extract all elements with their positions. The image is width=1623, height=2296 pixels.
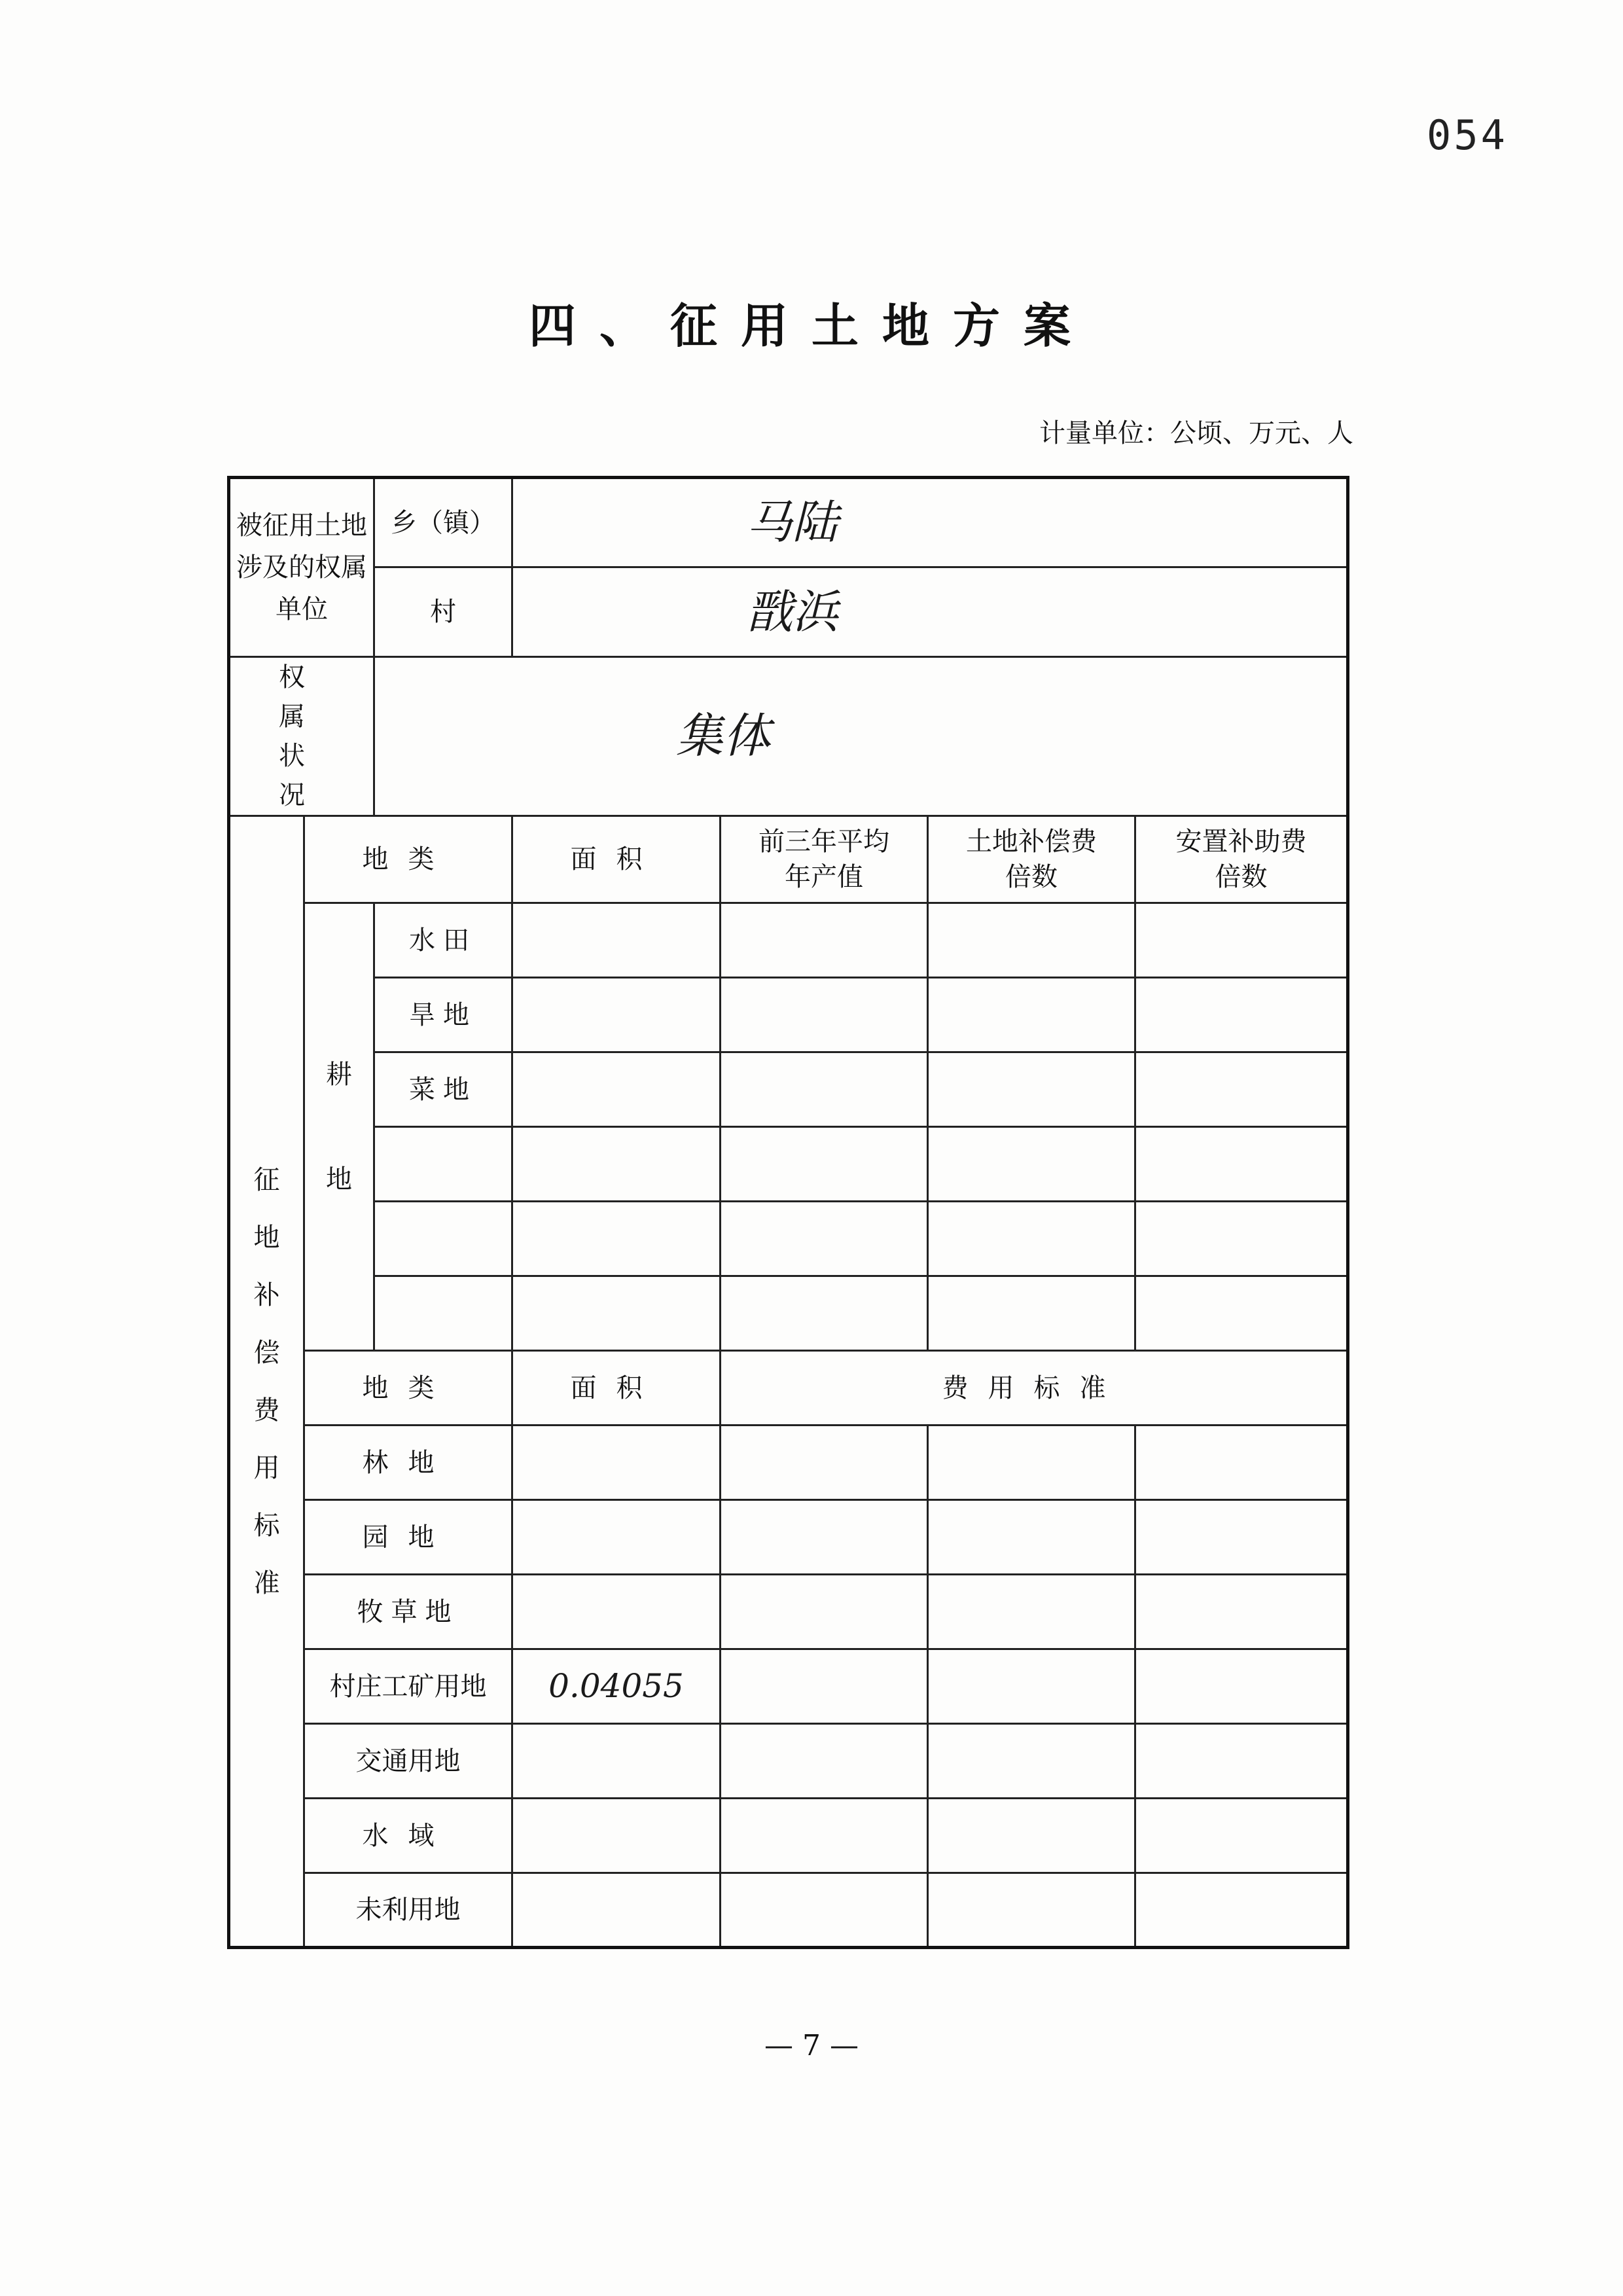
- page-title: 四、征用土地方案: [528, 298, 1094, 353]
- header2-fee-standard: 费用标准: [721, 1351, 1348, 1426]
- land-type-cell: 水田: [374, 903, 512, 978]
- land-type-cell: [374, 1202, 512, 1276]
- header2-land-type: 地类: [304, 1351, 512, 1426]
- section-label: 征地补偿费用标准: [229, 816, 304, 1948]
- table-row: [229, 1500, 1348, 1575]
- land-type-cell: 水域: [304, 1799, 512, 1873]
- table-row: [229, 1202, 1348, 1276]
- land-type-cell: 林地: [304, 1426, 512, 1500]
- table-row: [229, 903, 1348, 978]
- table-row: [229, 1426, 1348, 1500]
- area-cell: [512, 1799, 721, 1873]
- land-type-cell: 交通用地: [304, 1724, 512, 1799]
- land-type-cell: 园地: [304, 1500, 512, 1575]
- header-area: 面积: [512, 816, 721, 903]
- ownership-status-value: 集体: [374, 657, 1348, 816]
- header-land-type: 地类: [304, 816, 512, 903]
- header2-area: 面积: [512, 1351, 721, 1426]
- table-row: [229, 1649, 1348, 1724]
- area-cell: [512, 1500, 721, 1575]
- page-footer: — 7 —: [764, 2029, 859, 2062]
- table-row: [229, 1575, 1348, 1649]
- table-row: [229, 1724, 1348, 1799]
- ownership-unit-label: 被征用土地涉及的权属单位: [229, 478, 374, 657]
- land-type-cell: 未利用地: [304, 1873, 512, 1948]
- table-row: [229, 1127, 1348, 1202]
- unit-note: 计量单位：公顷、万元、人: [1039, 418, 1353, 448]
- village-label: 村: [374, 567, 512, 657]
- area-cell: 0.04055: [512, 1649, 721, 1724]
- land-type-cell: 村庄工矿用地: [304, 1649, 512, 1724]
- township-label: 乡（镇）: [374, 478, 512, 567]
- township-value: 马陆: [512, 478, 1348, 567]
- table-row: [229, 1799, 1348, 1873]
- area-cell: [512, 1426, 721, 1500]
- land-type-cell: 旱地: [374, 978, 512, 1052]
- header-resettle-multiple: 安置补助费倍数: [1135, 816, 1348, 903]
- land-type-cell: [374, 1276, 512, 1351]
- cultivated-group-label: 耕地: [304, 903, 374, 1351]
- table-row: [229, 1873, 1348, 1948]
- area-cell: [512, 1724, 721, 1799]
- header-land-comp-multiple: 土地补偿费倍数: [928, 816, 1135, 903]
- land-type-cell: 牧草地: [304, 1575, 512, 1649]
- land-type-cell: [374, 1127, 512, 1202]
- land-type-cell: 菜地: [374, 1052, 512, 1127]
- table-row: [229, 1052, 1348, 1127]
- page-number-stamp: 054: [1427, 111, 1508, 159]
- header-avg-output: 前三年平均年产值: [721, 816, 928, 903]
- ownership-status-label: 权属状况: [229, 657, 374, 816]
- village-value: 戬浜: [512, 567, 1348, 657]
- land-acquisition-table: [227, 476, 1349, 1949]
- area-cell: [512, 1873, 721, 1948]
- area-cell: [512, 1575, 721, 1649]
- table-row: [229, 978, 1348, 1052]
- table-row: [229, 1276, 1348, 1351]
